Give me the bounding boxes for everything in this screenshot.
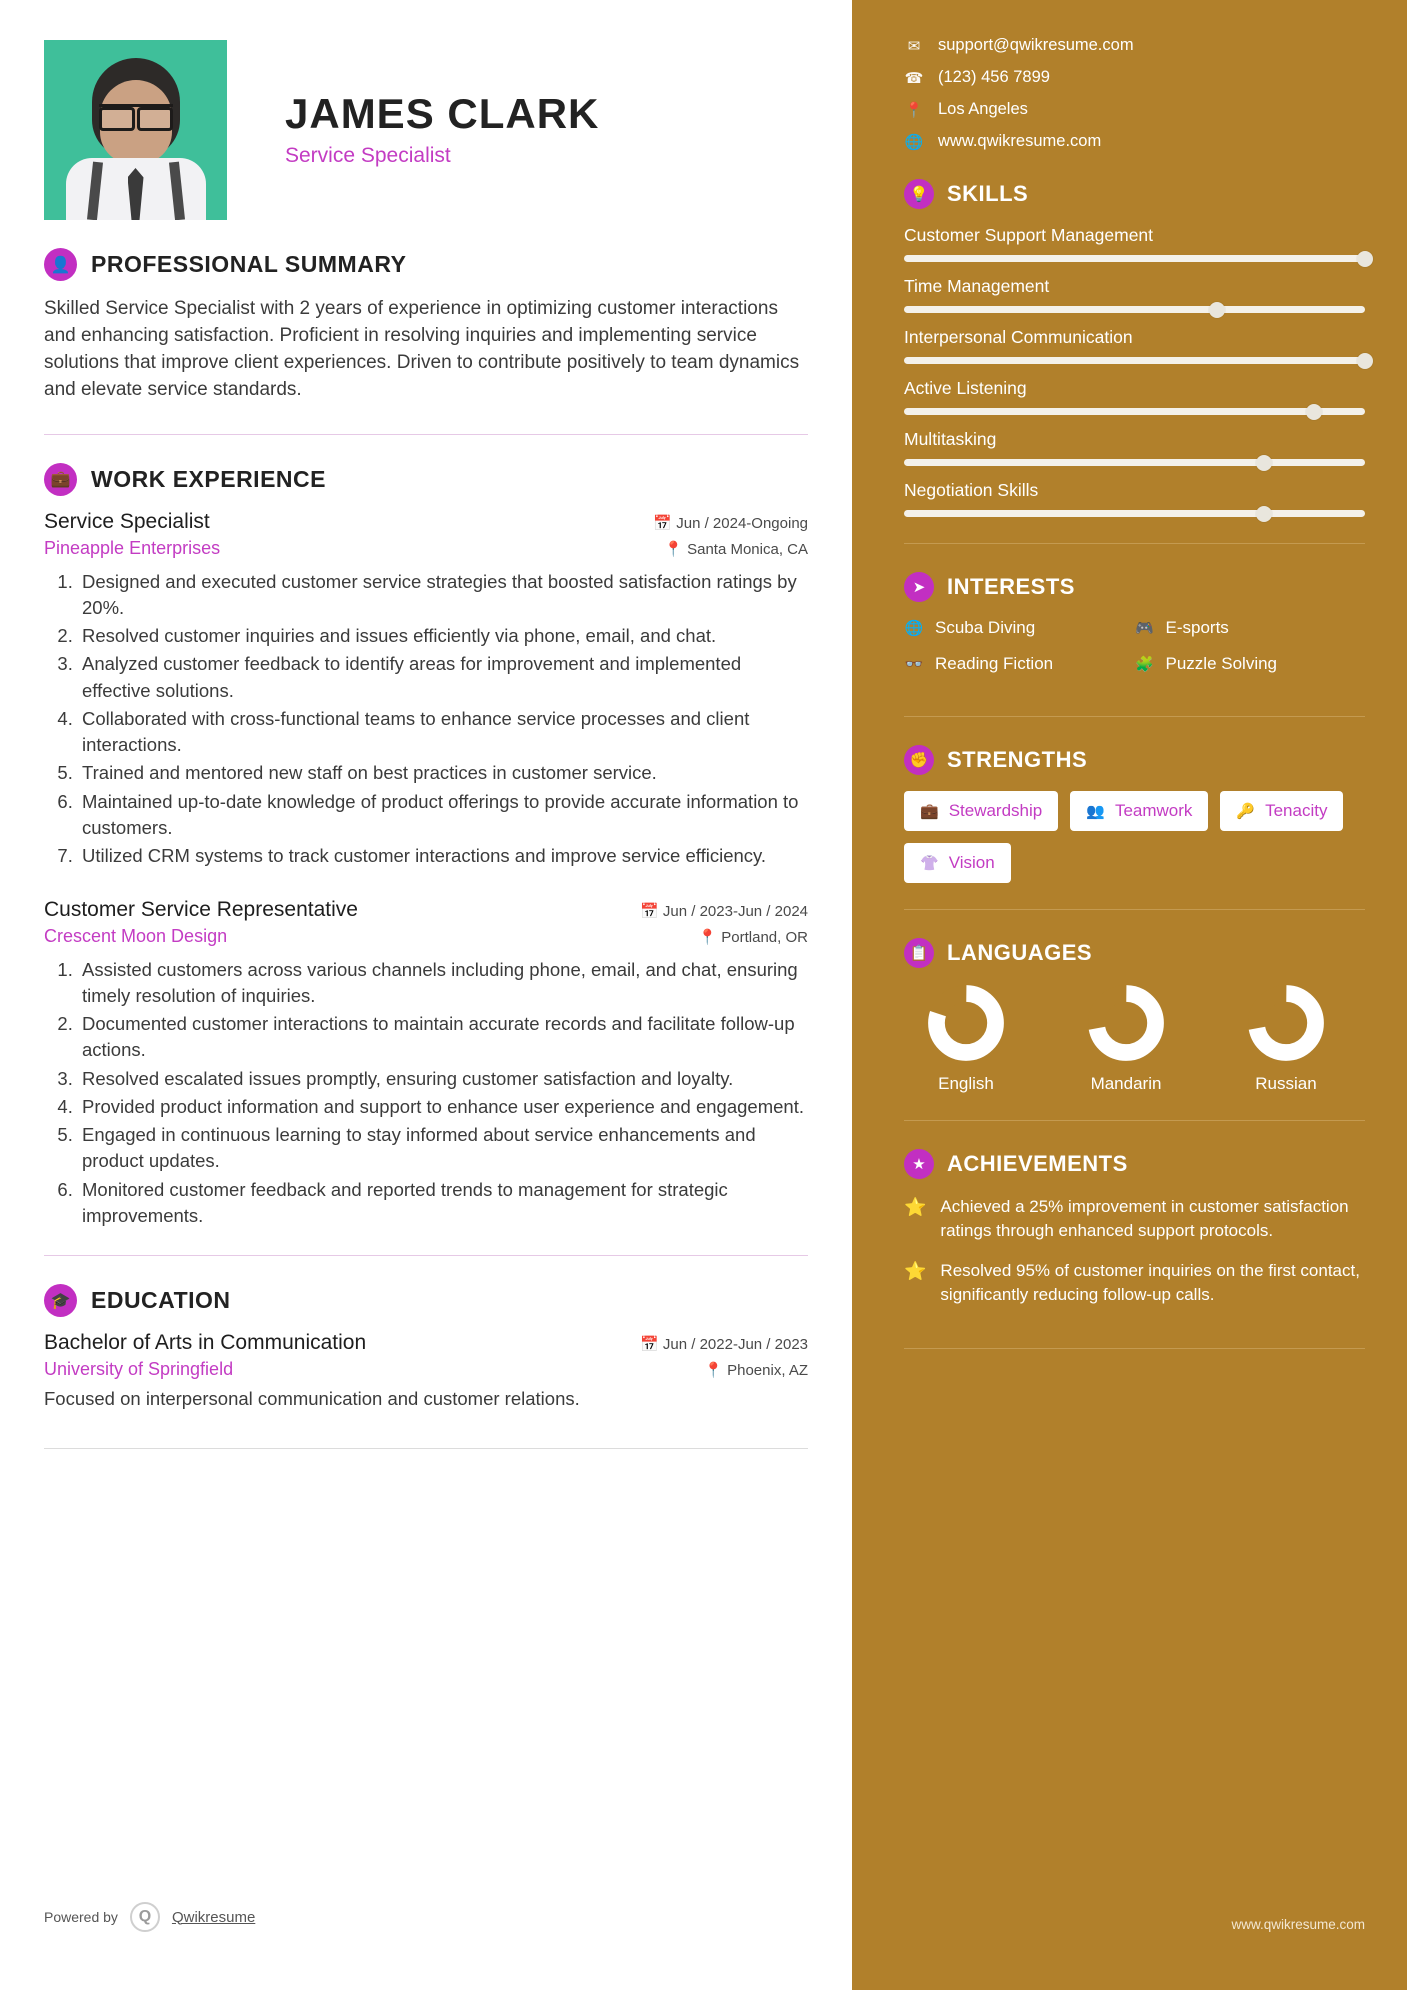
star-icon: ⭐: [904, 1261, 927, 1282]
paper-plane-icon: ➤: [904, 572, 934, 602]
puzzle-icon: 🧩: [1135, 656, 1154, 673]
divider: [904, 716, 1365, 717]
contact-phone[interactable]: ☎ (123) 456 7899: [904, 68, 1050, 87]
job-location: 📍 Portland, OR: [698, 928, 808, 946]
location-pin-icon: 📍: [698, 928, 718, 946]
section-header: [904, 1149, 1365, 1179]
right-sidebar: [852, 0, 1407, 1990]
job-role: Service Specialist: [285, 144, 451, 168]
language-item: [1064, 984, 1188, 1094]
strength-item: 👥 Teamwork: [1070, 791, 1208, 831]
contact-website[interactable]: 🌐 www.qwikresume.com: [904, 132, 1102, 151]
section-title: INTERESTS: [947, 574, 1075, 599]
list-item: 6. Maintained up-to-date knowledge of product offerings to provide accurate information to customers.: [78, 789, 808, 842]
skill-item: [904, 480, 1365, 517]
skill-label: Active Listening: [904, 378, 1027, 398]
contact-location: 📍 Los Angeles: [904, 100, 1028, 119]
qwikresume-logo-icon: Q: [130, 1902, 160, 1932]
contact-list: [904, 36, 1365, 151]
gamepad-icon: 🎮: [1135, 620, 1154, 637]
section-education: [44, 1284, 808, 1410]
job-title: Service Specialist: [44, 509, 210, 533]
skill-item: [904, 276, 1365, 313]
divider: [904, 909, 1365, 910]
job-dates: 📅 Jun / 2024-Ongoing: [653, 514, 808, 532]
contact-email[interactable]: ✉ support@qwikresume.com: [904, 36, 1365, 55]
list-item: 5. Engaged in continuous learning to stay informed about service enhancements and product updates.: [78, 1122, 808, 1175]
donut-chart: [1247, 984, 1325, 1062]
section-skills: [904, 179, 1365, 517]
list-item: 1. Designed and executed customer service strategies that boosted satisfaction ratings by 20%.: [78, 569, 808, 622]
interest-item: 🧩 Puzzle Solving: [1135, 654, 1278, 673]
job-bullets: [44, 569, 808, 870]
section-title: EDUCATION: [91, 1287, 231, 1314]
interests-list: [904, 618, 1365, 690]
name-block: [227, 40, 599, 168]
envelope-icon: ✉: [907, 37, 921, 55]
calendar-icon: 📅: [653, 514, 673, 532]
skill-bar: [904, 357, 1365, 364]
degree-title: Bachelor of Arts in Communication: [44, 1331, 367, 1355]
divider: [904, 543, 1365, 544]
lightbulb-icon: 💡: [904, 179, 934, 209]
skill-bar: [904, 510, 1365, 517]
skill-bar: [904, 459, 1365, 466]
strength-item: 🔑 Tenacity: [1220, 791, 1343, 831]
footer-branding: [44, 1902, 255, 1932]
location-pin-icon: 📍: [704, 1362, 723, 1380]
skill-label: Interpersonal Communication: [904, 327, 1133, 347]
language-label: Russian: [1255, 1074, 1317, 1093]
achievement-item: ⭐ Resolved 95% of customer inquiries on the first contact, significantly reducing follow-up calls.: [904, 1259, 1365, 1307]
skill-item: [904, 378, 1365, 415]
work-item: [44, 898, 808, 1230]
job-dates: 📅 Jun / 2023-Jun / 2024: [640, 902, 808, 920]
interest-item: 🌐 Scuba Diving: [904, 618, 1036, 637]
section-work-experience: [44, 463, 808, 1230]
job-company: Crescent Moon Design: [44, 925, 228, 946]
education-dates: 📅 Jun / 2022-Jun / 2023: [640, 1336, 808, 1354]
globe-icon: 🌐: [904, 620, 924, 637]
strength-item: 💼 Stewardship: [904, 791, 1058, 831]
interest-item: 🎮 E-sports: [1135, 618, 1229, 637]
key-icon: 🔑: [1236, 803, 1256, 820]
skill-bar: [904, 306, 1365, 313]
section-languages: [904, 938, 1365, 1094]
list-item: 4. Collaborated with cross-functional teams to enhance service processes and client interactions.: [78, 706, 808, 759]
skill-label: Time Management: [904, 276, 1050, 296]
list-item: 2. Documented customer interactions to maintain accurate records and facilitate follow-up actions.: [78, 1011, 808, 1064]
powered-by-label: Powered by: [44, 1909, 118, 1925]
divider: [44, 1255, 808, 1256]
list-item: 3. Resolved escalated issues promptly, ensuring customer satisfaction and loyalty.: [78, 1066, 808, 1092]
summary-text: Skilled Service Specialist with 2 years of experience in optimizing customer interactions and enhancing satisfaction. Proficient in resolving inquiries and implementing service solutions that improve client experiences. Driven to contribute positively to team dynamics and elevate service standards.: [44, 298, 800, 401]
binoculars-icon: 👚: [920, 855, 939, 872]
list-item: 7. Utilized CRM systems to track customer interactions and improve service efficiency.: [78, 843, 808, 869]
people-icon: 👥: [1086, 803, 1105, 820]
id-card-icon: 📋: [904, 938, 934, 968]
section-title: LANGUAGES: [947, 940, 1093, 965]
section-achievements: [904, 1149, 1365, 1308]
phone-icon: ☎: [904, 69, 924, 87]
list-item: 4. Provided product information and support to enhance user experience and engagement.: [78, 1094, 808, 1120]
language-label: Mandarin: [1090, 1074, 1162, 1093]
briefcase-icon: 💼: [44, 463, 77, 496]
briefcase-icon: 💼: [920, 803, 939, 820]
list-item: 3. Analyzed customer feedback to identify areas for improvement and implemented effective solutions.: [78, 651, 808, 704]
divider: [44, 434, 808, 435]
sidebar-website-footer[interactable]: www.qwikresume.com: [1231, 1917, 1365, 1932]
donut-chart: [927, 984, 1005, 1062]
skill-bar: [904, 408, 1365, 415]
languages-list: [904, 984, 1365, 1094]
list-item: 6. Monitored customer feedback and reported trends to management for strategic improvements.: [78, 1177, 808, 1230]
skill-item: [904, 225, 1365, 262]
user-circle-icon: 👤: [44, 248, 77, 281]
education-item: [44, 1331, 808, 1410]
calendar-icon: 📅: [640, 902, 659, 920]
section-professional-summary: [44, 248, 808, 404]
list-item: 2. Resolved customer inquiries and issues efficiently via phone, email, and chat.: [78, 623, 808, 649]
location-pin-icon: 📍: [904, 101, 924, 119]
list-item: 1. Assisted customers across various channels including phone, email, and chat, ensuring timely resolution of inquiries.: [78, 957, 808, 1010]
skill-bar: [904, 255, 1365, 262]
section-header: [904, 572, 1365, 602]
glasses-icon: 👓: [904, 656, 924, 673]
strength-item: 👚 Vision: [904, 843, 1011, 883]
divider: [904, 1348, 1365, 1349]
work-item: [44, 510, 808, 870]
language-item: [904, 984, 1028, 1094]
section-title: STRENGTHS: [947, 747, 1088, 772]
section-header: [904, 938, 1365, 968]
section-title: WORK EXPERIENCE: [91, 465, 326, 492]
section-interests: [904, 572, 1365, 690]
language-label: English: [938, 1074, 994, 1093]
job-location: 📍 Santa Monica, CA: [664, 540, 808, 558]
strengths-list: [904, 791, 1365, 883]
donut-chart: [1087, 984, 1165, 1062]
education-location: 📍 Phoenix, AZ: [704, 1362, 808, 1380]
section-title: PROFESSIONAL SUMMARY: [91, 251, 407, 277]
section-header: [44, 1284, 808, 1317]
location-pin-icon: 📍: [664, 540, 683, 558]
star-icon: ⭐: [904, 1197, 927, 1217]
section-title: ACHIEVEMENTS: [947, 1151, 1128, 1176]
divider: [44, 1448, 808, 1449]
skill-label: Negotiation Skills: [904, 480, 1039, 500]
list-item: 5. Trained and mentored new staff on best practices in customer service.: [78, 760, 808, 786]
job-bullets: [44, 957, 808, 1230]
star-badge-icon: ★: [904, 1149, 934, 1179]
school-name: University of Springfield: [44, 1359, 234, 1380]
achievement-item: ⭐ Achieved a 25% improvement in customer satisfaction ratings through enhanced support protocols.: [904, 1195, 1365, 1243]
divider: [904, 1120, 1365, 1121]
section-header: [904, 179, 1365, 209]
section-title: SKILLS: [947, 181, 1029, 206]
page-title: JAMES CLARK: [285, 90, 600, 137]
skill-item: [904, 327, 1365, 364]
section-header: [904, 745, 1365, 775]
skill-label: Customer Support Management: [904, 225, 1154, 245]
graduation-cap-icon: 🎓: [44, 1284, 77, 1317]
section-strengths: [904, 745, 1365, 883]
header: [44, 40, 808, 220]
avatar: [44, 40, 227, 220]
fist-icon: ✊: [904, 745, 934, 775]
interest-item: 👓 Reading Fiction: [904, 654, 1054, 673]
section-header: [44, 463, 808, 496]
skill-item: [904, 429, 1365, 466]
section-header: [44, 248, 808, 281]
language-item: [1224, 984, 1348, 1094]
job-company: Pineapple Enterprises: [44, 537, 221, 558]
job-title: Customer Service Representative: [44, 897, 358, 921]
calendar-icon: 📅: [640, 1336, 659, 1354]
education-description: Focused on interpersonal communication and customer relations.: [44, 1388, 580, 1410]
globe-icon: 🌐: [904, 133, 924, 151]
qwikresume-link[interactable]: Qwikresume: [171, 1908, 256, 1926]
skill-label: Multitasking: [904, 429, 997, 449]
